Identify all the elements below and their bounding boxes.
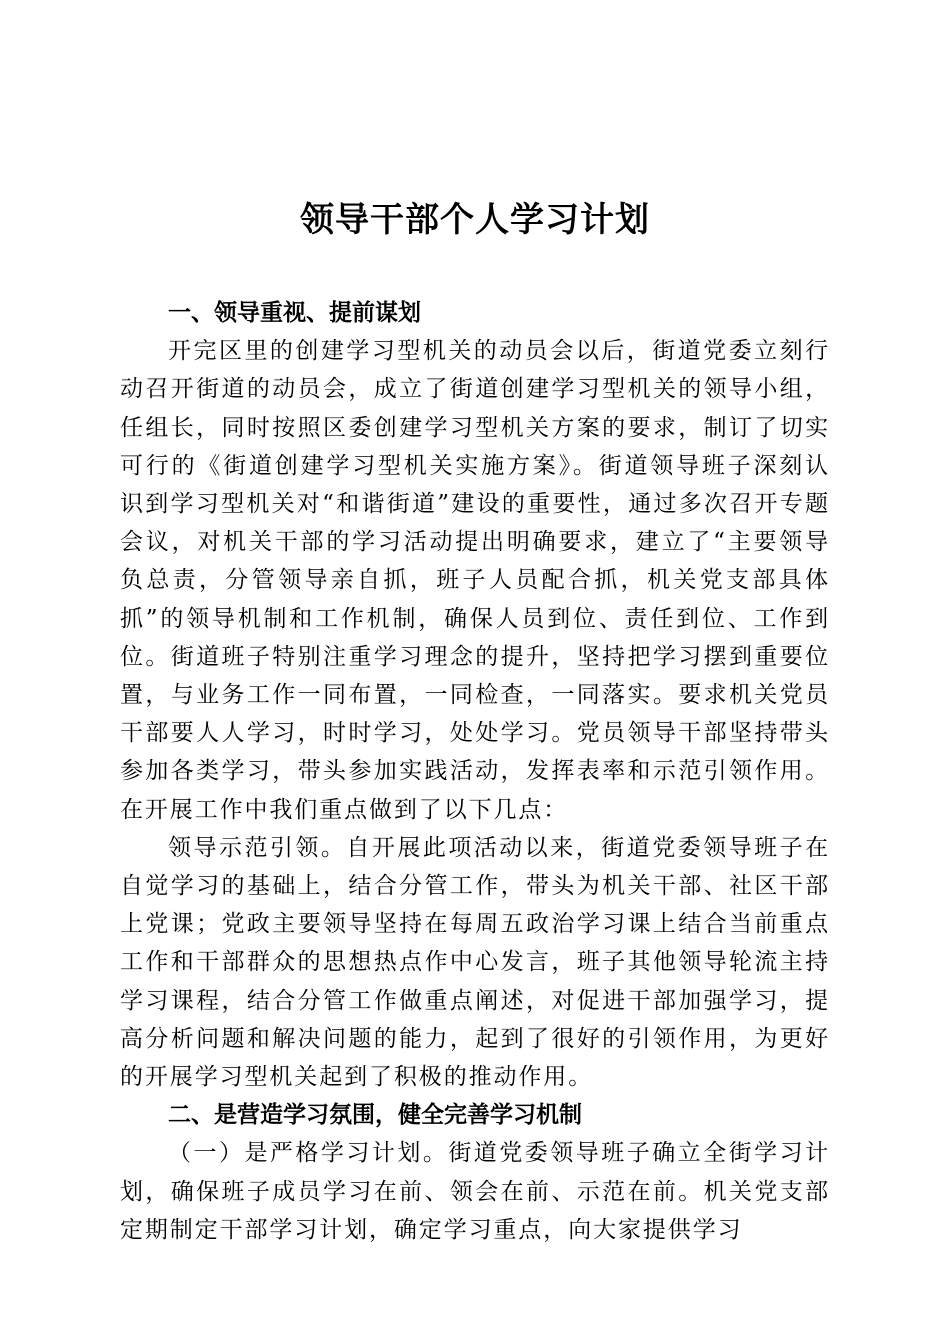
paragraph: 开完区里的创建学习型机关的动员会以后，街道党委立刻行动召开街道的动员会，成立了街道创建学习型机关的领导小组，任组长，同时按照区委创建学习型机关方案的要求，制订了切实可行的《街道创建学习型机关实施方案》。街道领导班子深刻认识到学习型机关对“和谐街道”建设的重要性，通过多次召开专题会议，对机关干部的学习活动提出明确要求，建立了“主要领导负总责，分管领导亲自抓，班子人员配合抓，机关党支部具体抓”的领导机制和工作机制，确保人员到位、责任到位、工作到位。街道班子特别注重学习理念的提升，坚持把学习摆到重要位置，与业务工作一同布置，一同检查，一同落实。要求机关党员干部要人人学习，时时学习，处处学习。党员领导干部坚持带头参加各类学习，带头参加实践活动，发挥表率和示范引领作用。在开展工作中我们重点做到了以下几点： xyxy=(120,338,830,823)
paragraph: （一）是严格学习计划。街道党委领导班子确立全街学习计划，确保班子成员学习在前、领会在前、示范在前。机关党支部定期制定干部学习计划，确定学习重点，向大家提供学习 xyxy=(120,1140,830,1243)
document-title: 领导干部个人学习计划 xyxy=(300,200,650,240)
paragraph: 领导示范引领。自开展此项活动以来，街道党委领导班子在自觉学习的基础上，结合分管工作，带头为机关干部、社区干部上党课；党政主要领导坚持在每周五政治学习课上结合当前重点工作和干部群众的思想热点作中心发言，班子其他领导轮流主持学习课程，结合分管工作做重点阐述，对促进干部加强学习，提高分析问题和解决问题的能力，起到了很好的引领作用，为更好的开展学习型机关起到了积极的推动作用。 xyxy=(120,834,830,1091)
document-body xyxy=(120,294,830,1249)
section-heading: 二、是营造学习氛围，健全完善学习机制 xyxy=(168,1102,582,1129)
section-heading: 一、领导重视、提前谋划 xyxy=(168,300,421,326)
